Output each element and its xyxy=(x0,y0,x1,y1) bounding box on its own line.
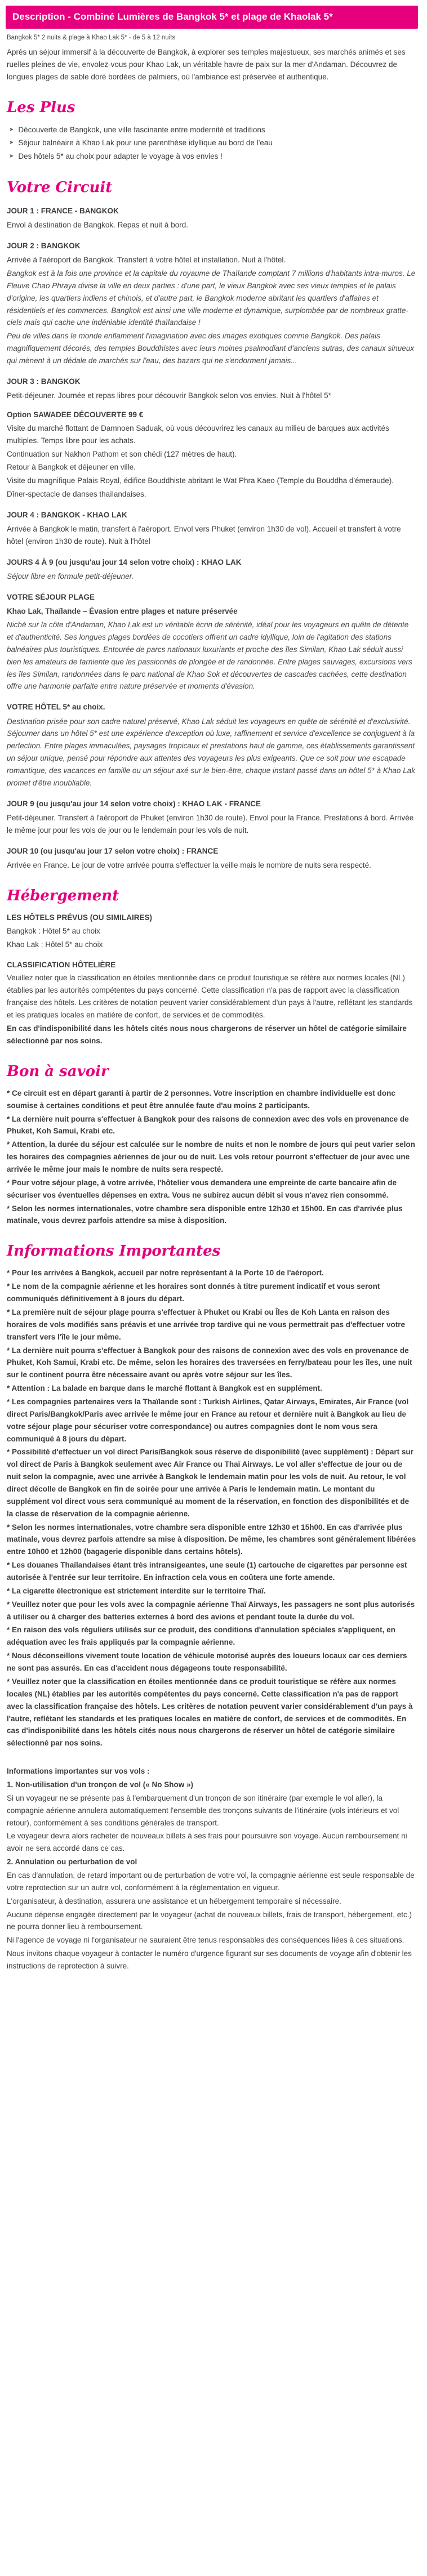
hotels-planned-title: LES HÔTELS PRÉVUS (OU SIMILAIRES) xyxy=(7,913,153,922)
important-info-item: * Les douanes Thaïlandaises étant très intransigeantes, une seule (1) cartouche de cigarettes par personne est autorisée à l'entrée sur leur territoire. En infraction cela vous en coûtera une forte amende. xyxy=(7,1561,407,1582)
flights-paragraph: Le voyageur devra alors racheter de nouveaux billets à ses frais pour poursuivre son voyage. Aucun remboursement ni avoir ne sera accordé dans ce cas. xyxy=(7,1832,407,1853)
flights-paragraph: Ni l'agence de voyage ni l'organisateur ne sauraient être tenus responsables des conséquences liées à ces situations. xyxy=(7,1936,404,1945)
trip-summary-line: Bangkok 5* 2 nuits & plage à Khao Lak 5* - de 5 à 12 nuits xyxy=(7,34,176,41)
important-info-item: * La dernière nuit pourra s'effectuer à Bangkok pour des raisons de connexion avec des vols en provenance de Phuket, Koh Samui, Krabi etc. De même, selon les horaires des traversées en ferry/bateau pour les îles, une nuit sur le continent pourra être nécessaire avant ou après votre séjour sur les îles. xyxy=(7,1346,412,1379)
important-info-item: * Veuillez noter que la classification en étoiles mentionnée dans ce produit touristique se réfère aux normes locales (NL) établies par les autorités compétentes du pays concerné. Cette classification n'a pas de rapport avec la classification française des hôtels. Les critères de notation peuvent varier considérablement d'un pays à l'autre, reflétant les standards et les pratiques locales en matière de confort, de services et de commodités. En cas d'indisponibilité dans les hôtels cités nous nous chargerons de réserver un hôtel de catégorie similaire sélectionné par nos soins. xyxy=(7,1677,413,1748)
day-text: Arrivée à Bangkok le matin, transfert à l'aéroport. Envol vers Phuket (environ 1h30 de vol). Accueil et transfert à votre hôtel (environ 1h30 de route). Nuit à l'hôtel xyxy=(7,525,401,546)
hotel-line: Bangkok : Hôtel 5* au choix xyxy=(7,926,100,935)
arrow-bullet-icon: ➤ xyxy=(9,153,14,159)
plus-item-text: Des hôtels 5* au choix pour adapter le voyage à vos envies ! xyxy=(18,151,223,160)
day-title: JOUR 3 : BANGKOK xyxy=(7,377,81,386)
notice-item: * La dernière nuit pourra s'effectuer à Bangkok pour des raisons de connexion avec des vols en provenance de Phuket, Koh Samui, Krabi etc. xyxy=(7,1114,409,1136)
beach-stay-description: Niché sur la côte d'Andaman, Khao Lak est un véritable écrin de sérénité, idéal pour les voyageurs en quête de détente et d'authenticité. Ses longues plages bordées de cocotiers offrent un cadre idyllique, loin de l'agitation des stations balnéaires plus touristiques. Entourée de parcs nationaux luxuriants et proche des îles Similan, Khao Lak séduit aussi bien les amateurs de farniente que les passionnés de plongée et de randonnée. Entre plages sauvages, excursions vers les îles Similan, randonnées dans le parc national de Khao Sok et découvertes de cascades cachées, cette destination offre une harmonie parfaite entre nature préservée et moments d'évasion. xyxy=(7,620,412,691)
option-title: Option SAWADEE DÉCOUVERTE 99 € xyxy=(7,410,144,419)
plus-list-item xyxy=(9,150,418,163)
section-title-hebergement: Hébergement xyxy=(7,887,119,904)
classification-text: Veuillez noter que la classification en étoiles mentionnée dans ce produit touristique se réfère aux normes locales (NL) établies par les autorités compétentes du pays concerné. Cette classification n'a pas de rapport avec la classification française des hôtels. Les critères de notation peuvent varier considérablement d'un pays à l'autre, reflétant les standards et les pratiques locales en matière de confort, de services et de commodités. xyxy=(7,974,413,1020)
hotel-line: Khao Lak : Hôtel 5* au choix xyxy=(7,940,103,949)
important-info-item: * Nous déconseillons vivement toute location de véhicule motorisé auprès des loueurs locaux car ces derniers ne sont pas assurés. En cas d'accident nous dégageons toute responsabilité. xyxy=(7,1651,407,1673)
option-line: Dîner-spectacle de danses thaïlandaises. xyxy=(7,490,146,499)
flights-info-block xyxy=(6,1765,418,1972)
option-line: Visite du marché flottant de Damnoen Saduak, où vous découvrirez les canaux au milieu de barques aux activités multiples. Temps libre pour les achats. xyxy=(7,423,389,445)
day-text: Petit-déjeuner. Transfert à l'aéroport de Phuket (environ 1h30 de route). Envol pour la France. Prestations à bord. Arrivée le même jour pour les vols de jour ou le lendemain pour les vols de nuit. xyxy=(7,813,414,834)
day-description: Bangkok est à la fois une province et la capitale du royaume de Thaïlande comptant 7 millions d'habitants intra-muros. Le Fleuve Chao Phraya divise la ville en deux parties : d'une part, le vieux Bangkok avec ses vieux temples et le palais d'origine, les quartiers indiens et chinois, et d'autre part, le Bangkok moderne abritant les quartiers d'affaires et résidentiels et les commerces. Bangkok est ainsi une ville moderne et dynamique, surplombée par de nombreux gratte-ciels mais qui cache une indéniable identité thaïlandaise ! xyxy=(7,269,416,327)
notice-item: * Ce circuit est en départ garanti à partir de 2 personnes. Votre inscription en chambre individuelle est donc soumise à certaines conditions et peut être annulée faute d'au moins 2 participants. xyxy=(7,1088,395,1110)
day-text: Arrivée à l'aéroport de Bangkok. Transfert à votre hôtel et installation. Nuit à l'hôtel. xyxy=(7,256,286,265)
important-info-item: * Veuillez noter que pour les vols avec la compagnie aérienne Thaï Airways, les passagers ne sont plus autorisés à utiliser ou à charger des batteries externes à bord des avions et pendant toute la durée du vol. xyxy=(7,1600,415,1621)
day-text: Arrivée en France. Le jour de votre arrivée pourra s'effectuer la veille mais le nombre de nuits sera respecté. xyxy=(7,860,371,869)
day-title: JOURS 4 À 9 (ou jusqu'au jour 14 selon votre choix) : KHAO LAK xyxy=(7,557,242,566)
important-info-item: * En raison des vols réguliers utilisés sur ce produit, des conditions d'annulation spéciales s'appliquent, en adéquation avec les frais appliqués par la compagnie aérienne. xyxy=(7,1626,395,1647)
notice-item: * Selon les normes internationales, votre chambre sera disponible entre 12h30 et 15h00. En cas d'arrivée plus matinale, vous devrez parfois attendre sa mise à disposition. xyxy=(7,1204,403,1225)
intro-paragraph: Après un séjour immersif à la découverte de Bangkok, à explorer ses temples majestueux, ses marchés animés et ses ruelles pleines de vie, envolez-vous pour Khao Lak, un véritable havre de paix sur la mer d'Andaman. Découvrez de longues plages de sable doré bordées de palmiers, où l'ambiance est préservée et authentique. xyxy=(7,47,406,81)
plus-list-item xyxy=(9,123,418,137)
plus-item-text: Découverte de Bangkok, une ville fascinante entre modernité et traditions xyxy=(18,125,265,134)
flights-paragraph: Si un voyageur ne se présente pas à l'embarquement d'un tronçon de son itinéraire (par exemple le vol aller), la compagnie aérienne annulera automatiquement l'ensemble des tronçons suivants de l'itinéraire (vols intérieurs et vol retour), conformément à ses conditions générales de transport. xyxy=(7,1793,399,1827)
availability-note: En cas d'indisponibilité dans les hôtels cités nous nous chargerons de réserver un hôtel de catégorie similaire sélectionné par nos soins. xyxy=(7,1024,407,1045)
flights-paragraph: Aucune dépense engagée directement par le voyageur (achat de nouveaux billets, frais de transport, hébergement, etc.) ne pourra donner lieu à remboursement. xyxy=(7,1910,412,1931)
important-info-item: * Selon les normes internationales, votre chambre sera disponible entre 12h30 et 15h00. En cas d'arrivée plus matinale, vous devrez parfois attendre sa mise à disposition. De même, les chambres sont généralement libérées entre 10h00 et 12h00 (bagagerie disponible dans certains hôtels). xyxy=(7,1523,416,1556)
important-info-item: * La première nuit de séjour plage pourra s'effectuer à Phuket ou Krabi ou Îles de Koh Lanta en raison des horaires de vols modifiés sans préavis et une arrivée trop tardive qui ne vous permettrait pas d'effectuer votre transfert vers l'île le jour même. xyxy=(7,1308,405,1341)
day-title: JOUR 10 (ou jusqu'au jour 17 selon votre choix) : FRANCE xyxy=(7,846,219,855)
flights-paragraph: En cas d'annulation, de retard important ou de perturbation de votre vol, la compagnie aérienne est seule responsable de votre reprotection sur un autre vol, conformément à la réglementation en vigueur. xyxy=(7,1870,415,1892)
important-info-item: * Possibilité d'effectuer un vol direct Paris/Bangkok sous réserve de disponibilité (avec supplément) : Départ sur vol direct de Paris à Bangkok seulement avec Air France ou Thaï Airways. Le vol aller s'effectue de jour ou de nuit selon la compagnie, avec une arrivée à Bangkok le lendemain matin pour les vols de nuit. Au retour, le vol direct décolle de Bangkok en fin de soirée pour une arrivée à Paris le lendemain matin. Le montant du supplément vol direct vous sera communiqué au moment de la réservation, en fonction des disponibilités et de la classe de réservation de la compagnie aérienne. xyxy=(7,1448,413,1518)
section-title-bon-a-savoir: Bon à savoir xyxy=(7,1062,109,1080)
important-info-item: * Attention : La balade en barque dans le marché flottant à Bangkok est en supplément. xyxy=(7,1384,322,1393)
flights-section-title: 2. Annulation ou perturbation de vol xyxy=(7,1858,137,1867)
day-title: JOUR 9 (ou jusqu'au jour 14 selon votre choix) : KHAO LAK - FRANCE xyxy=(7,799,261,808)
arrow-bullet-icon: ➤ xyxy=(9,140,14,146)
important-info-item: * Pour les arrivées à Bangkok, accueil par notre représentant à la Porte 10 de l'aéroport. xyxy=(7,1269,324,1278)
page-title: Description - Combiné Lumières de Bangkok 5* et plage de Khaolak 5* xyxy=(12,11,333,22)
section-title-les-plus: Les Plus xyxy=(7,99,75,116)
section-title-infos-importantes: Informations Importantes xyxy=(7,1243,221,1260)
flights-paragraph: Nous invitons chaque voyageur à contacter le numéro d'urgence figurant sur ses documents de voyage afin d'obtenir les instructions de reprotection à suivre. xyxy=(7,1949,412,1970)
notice-item: * Attention, la durée du séjour est calculée sur le nombre de nuits et non le nombre de jours qui peut varier selon les horaires des compagnies aériennes de jour ou de nuit. Les vols retour pourront s'effectuer de jour avec une arrivée le même jour mais le nombre de nuits sera respecté. xyxy=(7,1140,415,1173)
plus-list-item xyxy=(9,136,418,150)
day-text: Petit-déjeuner. Journée et repas libres pour découvrir Bangkok selon vos envies. Nuit à l'hôtel 5* xyxy=(7,391,331,400)
option-line: Continuation sur Nakhon Pathom et son chédi (127 mètres de haut). xyxy=(7,449,237,458)
important-info-item: * La cigarette électronique est strictement interdite sur le territoire Thaï. xyxy=(7,1586,266,1595)
flights-info-title: Informations importantes sur vos vols : xyxy=(7,1767,150,1776)
les-plus-list xyxy=(6,123,418,163)
day-title: JOUR 1 : FRANCE - BANGKOK xyxy=(7,206,119,215)
day-text: Séjour libre en formule petit-déjeuner. xyxy=(7,572,134,581)
beach-stay-subtitle: Khao Lak, Thaïlande – Évasion entre plages et nature préservée xyxy=(7,607,238,616)
option-line: Visite du magnifique Palais Royal, édifice Bouddhiste abritant le Wat Phra Kaeo (Temple du Bouddha d'émeraude). xyxy=(7,476,394,485)
beach-stay-label: VOTRE SÉJOUR PLAGE xyxy=(7,593,95,602)
hotel-choice-description: Destination prisée pour son cadre naturel préservé, Khao Lak séduit les voyageurs en quête de sérénité et d'exclusivité. Séjourner dans un hôtel 5* est une expérience d'exception où luxe, raffinement et service d'excellence se conjuguent à la perfection. Entre plages immaculées, paysages tropicaux et prestations haut de gamme, ces établissements garantissent un séjour unique, pensé pour répondre aux attentes des voyageurs les plus exigeants. Que ce soit pour une escapade romantique, des vacances en famille ou un séjour axé sur le bien-être, chaque instant passé dans un hôtel 5* à Khao Lak promet d'être inoubliable. xyxy=(7,717,415,787)
description-header-banner xyxy=(6,6,418,29)
important-info-item: * Les compagnies partenaires vers la Thaïlande sont : Turkish Airlines, Qatar Airways, Emirates, Air France (vol direct Paris/Bangkok/Paris avec arrivée le même jour en France au retour et dernière nuit à Bangkok au lieu de votre séjour plage pour sécuriser votre correspondance) ou autres compagnies dont le nom vous sera communiqué à 8 jours du départ. xyxy=(7,1398,409,1443)
day-title: JOUR 4 : BANGKOK - KHAO LAK xyxy=(7,510,127,519)
plus-item-text: Séjour balnéaire à Khao Lak pour une parenthèse idyllique au bord de l'eau xyxy=(18,139,273,148)
arrow-bullet-icon: ➤ xyxy=(9,126,14,133)
option-line: Retour à Bangkok et déjeuner en ville. xyxy=(7,463,136,472)
flights-paragraph: L'organisateur, à destination, assurera une assistance et un hébergement temporaire si nécessaire. xyxy=(7,1896,341,1905)
section-title-votre-circuit: Votre Circuit xyxy=(7,178,113,196)
notice-item: * Pour votre séjour plage, à votre arrivée, l'hôtelier vous demandera une empreinte de carte bancaire afin de sécuriser vos éventuelles dépenses en extra. Vous ne subirez aucun débit si vous n'avez rien consommé. xyxy=(7,1178,397,1199)
day-text: Envol à destination de Bangkok. Repas et nuit à bord. xyxy=(7,221,188,230)
flights-section-title: 1. Non-utilisation d'un tronçon de vol (« No Show ») xyxy=(7,1780,193,1789)
important-info-item: * Le nom de la compagnie aérienne et les horaires sont donnés à titre purement indicatif et vous seront communiqués définitivement à 8 jours du départ. xyxy=(7,1282,380,1303)
hotel-choice-label: VOTRE HÔTEL 5* au choix. xyxy=(7,703,105,712)
classification-title: CLASSIFICATION HÔTELIÈRE xyxy=(7,960,116,969)
day-title: JOUR 2 : BANGKOK xyxy=(7,241,81,250)
day-description: Peu de villes dans le monde enflamment l'imagination avec des images exotiques comme Bangkok. Des palais magnifiquement décorés, des temples Bouddhistes avec leurs moines psalmodiant d'anciens sutras, des canaux sinueux qui mènent à un dédale de marchés sur l'eau, des bazars qui ne s'endorment jamais... xyxy=(7,332,414,365)
